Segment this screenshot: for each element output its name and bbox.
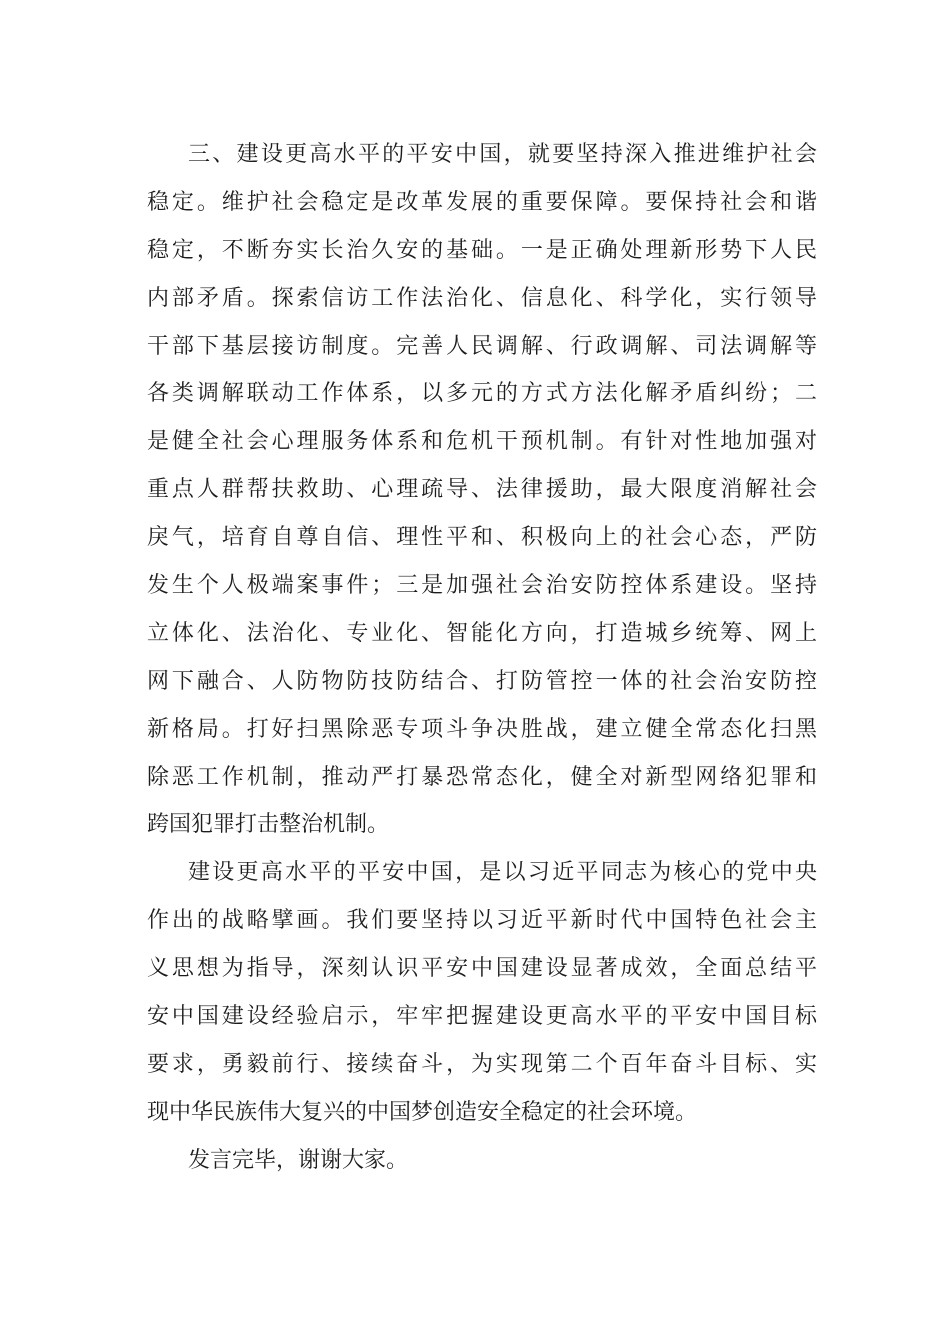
paragraph-1-line-7: 是健全社会心理服务体系和危机干预机制。有针对性地加强对 (147, 429, 817, 455)
paragraph-1-line-6: 各类调解联动工作体系，以多元的方式方法化解矛盾纠纷；二 (147, 381, 817, 407)
paragraph-2-line-2: 作出的战略擘画。我们要坚持以习近平新时代中国特色社会主 (147, 908, 817, 934)
closing-remark: 发言完毕，谢谢大家。 (188, 1147, 409, 1173)
paragraph-1-line-10: 发生个人极端案事件；三是加强社会治安防控体系建设。坚持 (147, 573, 817, 599)
paragraph-1-line-11: 立体化、法治化、专业化、智能化方向，打造城乡统筹、网上 (147, 620, 817, 646)
paragraph-2-line-6: 现中华民族伟大复兴的中国梦创造安全稳定的社会环境。 (147, 1099, 698, 1125)
paragraph-2-line-3: 义思想为指导，深刻认识平安中国建设显著成效，全面总结平 (147, 956, 817, 982)
paragraph-1-line-8: 重点人群帮扶救助、心理疏导、法律援助，最大限度消解社会 (147, 477, 817, 503)
paragraph-1-line-1: 三、建设更高水平的平安中国，就要坚持深入推进维护社会 (188, 142, 817, 167)
paragraph-2-line-1: 建设更高水平的平安中国，是以习近平同志为核心的党中央 (188, 860, 817, 886)
paragraph-1-line-14: 除恶工作机制，推动严打暴恐常态化，健全对新型网络犯罪和 (147, 764, 817, 790)
paragraph-1-line-4: 内部矛盾。探索信访工作法治化、信息化、科学化，实行领导 (147, 285, 817, 311)
paragraph-1-line-5: 干部下基层接访制度。完善人民调解、行政调解、司法调解等 (147, 333, 817, 359)
paragraph-1-line-3: 稳定，不断夯实长治久安的基础。一是正确处理新形势下人民 (147, 237, 817, 263)
paragraph-1-line-15: 跨国犯罪打击整治机制。 (147, 812, 390, 838)
paragraph-1-line-9: 戾气，培育自尊自信、理性平和、积极向上的社会心态，严防 (147, 525, 817, 551)
document-body (147, 131, 817, 1185)
paragraph-2-line-5: 要求，勇毅前行、接续奋斗，为实现第二个百年奋斗目标、实 (147, 1051, 817, 1077)
paragraph-1-line-13: 新格局。打好扫黑除恶专项斗争决胜战，建立健全常态化扫黑 (147, 716, 817, 742)
paragraph-1-line-12: 网下融合、人防物防技防结合、打防管控一体的社会治安防控 (147, 668, 817, 694)
paragraph-2-line-4: 安中国建设经验启示，牢牢把握建设更高水平的平安中国目标 (147, 1004, 817, 1030)
paragraph-1-line-2: 稳定。维护社会稳定是改革发展的重要保障。要保持社会和谐 (147, 189, 817, 215)
